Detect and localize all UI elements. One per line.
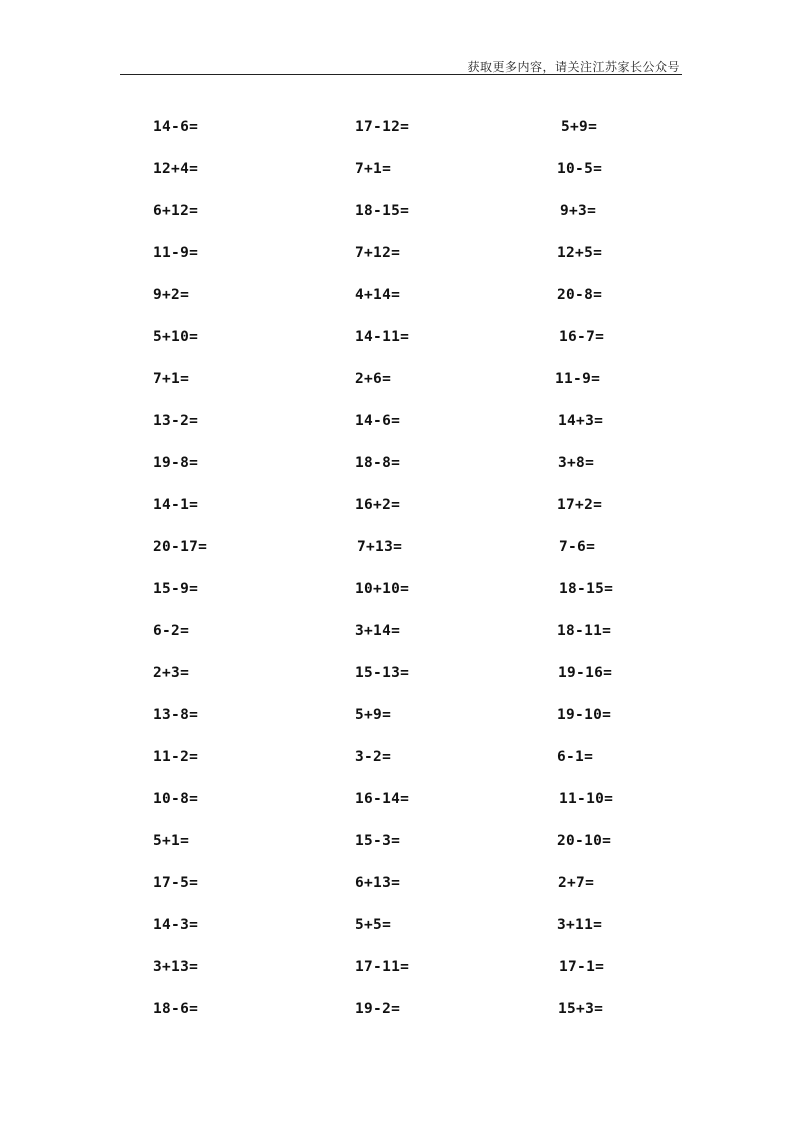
math-problem: 17-1=: [559, 959, 605, 975]
math-problem: 7+13=: [357, 539, 403, 555]
math-problem: 12+5=: [557, 245, 603, 261]
problem-row: [0, 830, 800, 872]
math-problem: 6-2=: [153, 623, 190, 639]
problem-row: [0, 116, 800, 158]
math-problem: 14-6=: [153, 119, 199, 135]
math-problem: 15-3=: [355, 833, 401, 849]
math-problem: 2+3=: [153, 665, 190, 681]
math-problem: 11-9=: [153, 245, 199, 261]
problem-row: [0, 284, 800, 326]
math-problem: 2+7=: [558, 875, 595, 891]
math-problem: 19-10=: [557, 707, 612, 723]
math-problem: 5+10=: [153, 329, 199, 345]
math-problem: 6+13=: [355, 875, 401, 891]
math-problem: 11-10=: [559, 791, 614, 807]
math-problem: 20-8=: [557, 287, 603, 303]
problem-row: [0, 452, 800, 494]
math-problem: 18-6=: [153, 1001, 199, 1017]
math-problem: 3+8=: [558, 455, 595, 471]
header-note: 获取更多内容，请关注江苏家长公众号: [467, 60, 680, 74]
math-problem: 18-8=: [355, 455, 401, 471]
math-problem: 17-5=: [153, 875, 199, 891]
math-problem: 3+14=: [355, 623, 401, 639]
math-problem: 17-12=: [355, 119, 410, 135]
problem-row: [0, 536, 800, 578]
math-problem: 9+3=: [560, 203, 597, 219]
math-problem: 5+9=: [355, 707, 392, 723]
problem-row: [0, 788, 800, 830]
math-problem: 18-15=: [559, 581, 614, 597]
math-problem: 5+1=: [153, 833, 190, 849]
math-problem: 14-6=: [355, 413, 401, 429]
math-problem: 7+1=: [355, 161, 392, 177]
math-problem: 14-1=: [153, 497, 199, 513]
math-problem: 13-8=: [153, 707, 199, 723]
problem-row: [0, 326, 800, 368]
problem-row: [0, 494, 800, 536]
math-problem: 6-1=: [557, 749, 594, 765]
math-problem: 7+1=: [153, 371, 190, 387]
math-problem: 13-2=: [153, 413, 199, 429]
math-problem: 16-14=: [355, 791, 410, 807]
problem-row: [0, 746, 800, 788]
math-problem: 11-9=: [555, 371, 601, 387]
problem-row: [0, 872, 800, 914]
math-problem: 11-2=: [153, 749, 199, 765]
math-problem: 15-9=: [153, 581, 199, 597]
math-problem: 3-2=: [355, 749, 392, 765]
problem-row: [0, 956, 800, 998]
problem-row: [0, 368, 800, 410]
math-problem: 15-13=: [355, 665, 410, 681]
math-problem: 17+2=: [557, 497, 603, 513]
math-problem: 18-11=: [557, 623, 612, 639]
math-problem: 19-16=: [558, 665, 613, 681]
problem-row: [0, 914, 800, 956]
math-problem: 17-11=: [355, 959, 410, 975]
math-problem: 3+11=: [557, 917, 603, 933]
math-problem: 5+9=: [561, 119, 598, 135]
math-problem: 3+13=: [153, 959, 199, 975]
math-problem: 5+5=: [355, 917, 392, 933]
math-problem: 20-10=: [557, 833, 612, 849]
problem-row: [0, 662, 800, 704]
problem-row: [0, 704, 800, 746]
problem-row: [0, 242, 800, 284]
math-problem: 14-3=: [153, 917, 199, 933]
math-problem: 16+2=: [355, 497, 401, 513]
math-problem: 18-15=: [355, 203, 410, 219]
math-problem: 10-5=: [557, 161, 603, 177]
problem-row: [0, 200, 800, 242]
math-problem: 15+3=: [558, 1001, 604, 1017]
problem-row: [0, 998, 800, 1040]
math-problem: 10+10=: [355, 581, 410, 597]
header-divider: [120, 74, 682, 75]
math-problem: 7+12=: [355, 245, 401, 261]
math-problem: 20-17=: [153, 539, 208, 555]
math-problem: 4+14=: [355, 287, 401, 303]
problem-row: [0, 620, 800, 662]
math-problem: 7-6=: [559, 539, 596, 555]
math-problem: 19-2=: [355, 1001, 401, 1017]
problem-row: [0, 158, 800, 200]
math-problem: 2+6=: [355, 371, 392, 387]
math-problem: 10-8=: [153, 791, 199, 807]
math-problem: 6+12=: [153, 203, 199, 219]
problem-grid: [0, 116, 800, 1040]
math-problem: 14-11=: [355, 329, 410, 345]
math-problem: 12+4=: [153, 161, 199, 177]
math-problem: 14+3=: [558, 413, 604, 429]
problem-row: [0, 410, 800, 452]
math-problem: 19-8=: [153, 455, 199, 471]
problem-row: [0, 578, 800, 620]
math-problem: 9+2=: [153, 287, 190, 303]
math-problem: 16-7=: [559, 329, 605, 345]
